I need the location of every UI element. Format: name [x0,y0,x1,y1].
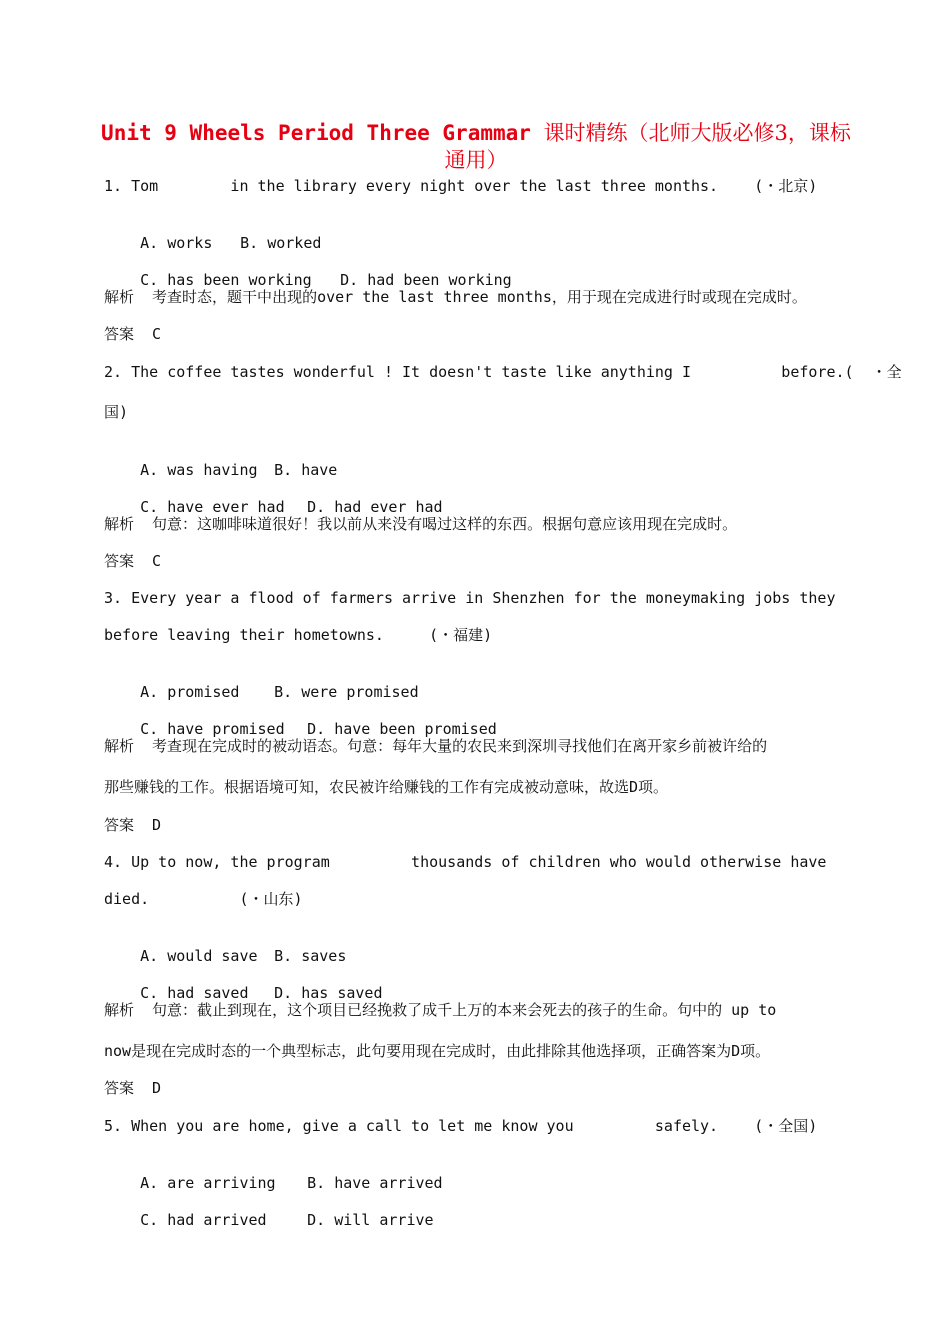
question-3-answer: 答案 D [104,816,162,834]
option-b: B. were promised [274,683,419,701]
question-4-analysis-line-1: 解析 句意：截止到现在，这个项目已经挽救了成千上万的本来会死去的孩子的生命。句中的 up to [104,1001,777,1019]
question-3-analysis-line-1: 解析 考查现在完成时的被动语态。句意：每年大量的农民来到深圳寻找他们在离开家乡前被许给的 [104,737,768,755]
option-d: D. has saved [274,984,383,1002]
option-c: C. have ever had [140,498,285,516]
question-1-stem: 1. Tom in the library every night over the last three months. (・北京) [104,177,818,195]
option-b: B. saves [274,947,347,965]
question-4-stem-line-2: died. (・山东) [104,890,303,908]
option-c: C. have promised [140,720,285,738]
option-a: A. promised [140,683,240,701]
title-chinese: 课时精练（北师大版必修3，课标通用） [444,121,851,172]
option-d: D. have been promised [307,720,497,738]
title-english: Unit 9 Wheels Period Three Grammar [101,121,544,145]
option-a: A. works [140,234,213,252]
question-3-analysis-line-2: 那些赚钱的工作。根据语境可知，农民被许给赚钱的工作有完成被动意味，故选D项。 [104,778,669,796]
question-2-stem-line-2: 国) [104,403,129,421]
page-title [100,120,852,174]
option-d: D. had been working [340,271,512,289]
question-5-options-row-2 [104,1190,864,1250]
question-1-answer: 答案 C [104,325,162,343]
option-a: A. would save [140,947,258,965]
option-d: D. will arrive [307,1211,434,1229]
option-b: B. have arrived [307,1174,443,1192]
option-c: C. had saved [140,984,249,1002]
question-4-answer: 答案 D [104,1079,162,1097]
question-2-analysis: 解析 句意：这咖啡味道很好！我以前从来没有喝过这样的东西。根据句意应该用现在完成时。 [104,515,738,533]
option-a: A. are arriving [140,1174,276,1192]
question-2-answer: 答案 C [104,552,162,570]
option-b: B. have [274,461,338,479]
option-c: C. had arrived [140,1211,267,1229]
question-3-stem-line-2: before leaving their hometowns. (・福建) [104,626,493,644]
option-d: D. had ever had [307,498,443,516]
option-c: C. has been working [140,271,312,289]
option-a: A. was having [140,461,258,479]
question-4-stem-line-1: 4. Up to now, the program thousands of children who would otherwise have [104,853,827,871]
option-b: B. worked [240,234,322,252]
question-1-analysis: 解析 考查时态，题干中出现的over the last three months，用于现在完成进行时或现在完成时。 [104,288,807,306]
question-3-stem-line-1: 3. Every year a flood of farmers arrive in Shenzhen for the moneymaking jobs they [104,589,836,607]
question-4-analysis-line-2: now是现在完成时态的一个典型标志，此句要用现在完成时，由此排除其他选择项，正确答案为D项。 [104,1042,771,1060]
question-2-stem-line-1: 2. The coffee tastes wonderful ! It doesn't taste like anything I before.( ・全 [104,363,902,381]
question-5-stem: 5. When you are home, give a call to let me know you safely. (・全国) [104,1117,818,1135]
